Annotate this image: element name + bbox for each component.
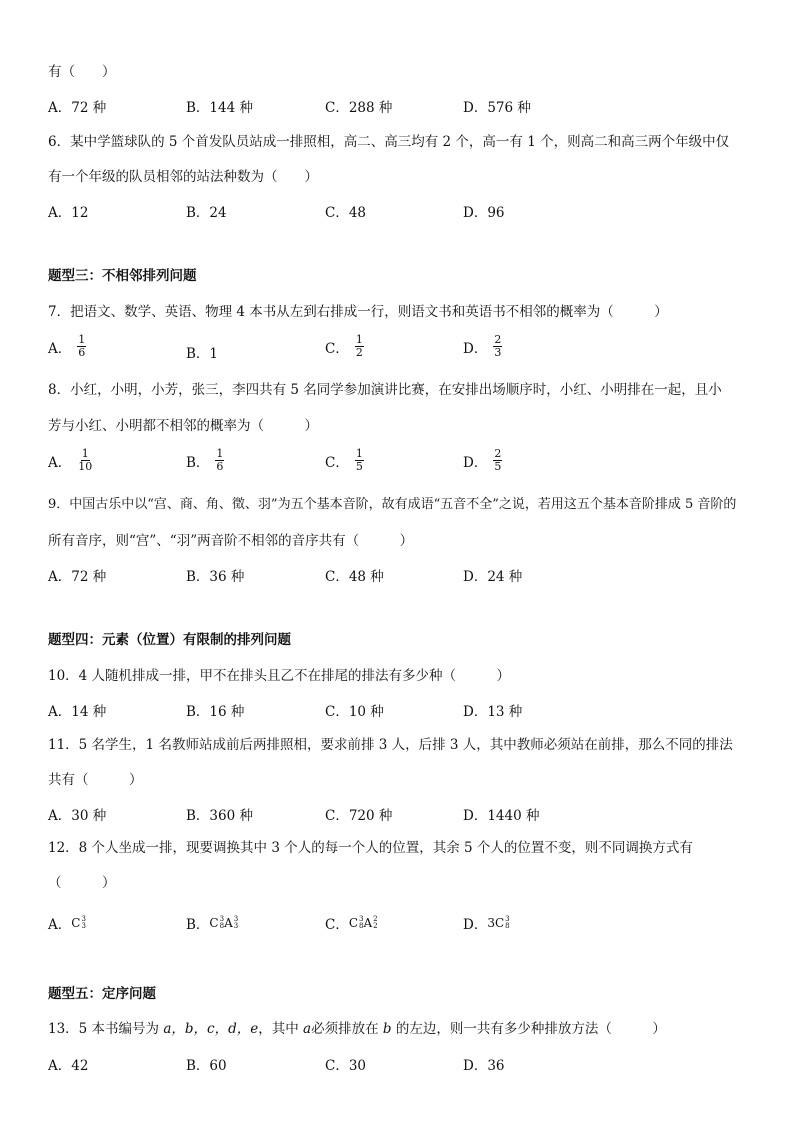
symbol-sub: 8 — [359, 922, 364, 931]
q6-option-c[interactable]: C．48 — [325, 205, 367, 221]
combination-symbol — [495, 916, 510, 931]
combination-symbol — [349, 916, 364, 931]
q9-stem-line1: 9．中国古乐中以“宫、商、角、徵、羽”为五个基本音阶，故有成语“五音不全”之说，若用这五个基本音阶排成 5 音阶的 — [48, 497, 737, 512]
q12-option-a-label: A． — [48, 917, 72, 933]
fraction-denominator: 6 — [216, 460, 224, 473]
q9-option-b[interactable]: B．36 种 — [186, 569, 245, 585]
q13-stem — [48, 1017, 666, 1037]
symbol-sub: 3 — [233, 922, 239, 931]
q7-option-c-fraction — [355, 334, 364, 359]
q6-stem-line2: 有一个年级的队员相邻的站法种数为（ ） — [48, 169, 318, 185]
symbol-sup: 3 — [359, 915, 364, 924]
q8-option-c-label: C． — [325, 454, 349, 471]
fraction-numerator: 1 — [81, 447, 89, 460]
symbol-sub: 8 — [219, 922, 225, 931]
symbol-sup: 3 — [81, 915, 86, 924]
q8-option-c[interactable] — [325, 448, 364, 473]
q7-option-c-label: C． — [325, 340, 349, 357]
q11-option-b[interactable]: B．360 种 — [186, 808, 253, 824]
q13-option-c[interactable]: C．30 — [325, 1058, 367, 1074]
q13-stem-mid: ，其中 — [258, 1021, 304, 1037]
q8-option-a-label: A． — [48, 454, 72, 471]
q8-option-d-fraction — [493, 448, 502, 473]
q9-option-c[interactable]: C．48 种 — [325, 569, 384, 585]
symbol-sub: 3 — [81, 922, 86, 931]
symbol-sub: 2 — [373, 922, 378, 931]
q8-option-c-fraction — [355, 448, 364, 473]
symbol-sub: 8 — [505, 922, 510, 931]
q10-option-d[interactable]: D．13 种 — [463, 704, 523, 720]
fraction-numerator: 2 — [494, 447, 502, 460]
q13-option-d[interactable]: D．36 — [463, 1058, 505, 1074]
q13-option-b[interactable]: B．60 — [186, 1058, 227, 1074]
q8-stem-line2: 芳与小红、小明都不相邻的概率为（ ） — [48, 418, 318, 434]
fraction-denominator: 6 — [78, 346, 86, 359]
symbol-sup: 2 — [373, 915, 378, 924]
q13-option-a[interactable]: A．42 — [48, 1058, 89, 1074]
fraction-denominator: 5 — [355, 460, 363, 473]
q8-option-a-fraction — [77, 448, 93, 473]
fraction-numerator: 1 — [78, 333, 86, 346]
q12-option-c[interactable] — [325, 913, 378, 933]
q12-option-c-label: C． — [325, 917, 349, 933]
q12-stem-line2: （ ） — [48, 875, 116, 891]
fraction-numerator: 2 — [494, 333, 502, 346]
q8-option-b[interactable] — [186, 448, 224, 473]
q7-option-a-fraction — [77, 334, 86, 359]
q13-variable-a: a — [303, 1021, 312, 1037]
symbol-sup: 3 — [219, 915, 225, 924]
q8-option-d-label: D． — [463, 454, 488, 471]
q12-option-d[interactable] — [463, 913, 510, 933]
q7-option-d-label: D． — [463, 340, 488, 357]
q5-option-c[interactable]: C．288 种 — [325, 100, 393, 116]
q13-stem-post: 的左边，则一共有多少种排放方法（ ） — [391, 1021, 666, 1037]
symbol-base: C — [494, 915, 505, 930]
coefficient: 3 — [487, 916, 495, 930]
q8-option-a[interactable] — [48, 448, 93, 473]
q7-option-d[interactable] — [463, 334, 502, 359]
q6-option-a[interactable]: A．12 — [48, 205, 89, 221]
q9-option-a[interactable]: A．72 种 — [48, 569, 107, 585]
q6-option-b[interactable]: B．24 — [186, 205, 227, 221]
q6-stem-line1: 6．某中学篮球队的 5 个首发队员站成一排照相，高二、高三均有 2 个，高一有 1 个，则高二和高三两个年级中仅 — [48, 134, 730, 150]
q7-stem: 7．把语文、数学、英语、物理 4 本书从左到右排成一行，则语文书和英语书不相邻的概率为（ ） — [48, 304, 668, 320]
q8-option-b-fraction — [215, 448, 224, 473]
q11-option-d[interactable]: D．1440 种 — [463, 808, 540, 824]
q11-option-c[interactable]: C．720 种 — [325, 808, 393, 824]
fraction-numerator: 1 — [216, 447, 224, 460]
fraction-denominator: 10 — [78, 460, 93, 473]
q7-option-b-label: B．1 — [186, 346, 219, 362]
fraction-numerator: 1 — [355, 447, 363, 460]
q5-stem-tail: 有（ ） — [48, 64, 116, 80]
q13-stem-mid2: 必须排放在 — [311, 1021, 383, 1037]
fraction-numerator: 1 — [355, 333, 363, 346]
q11-stem-line2: 共有（ ） — [48, 772, 143, 788]
q9-stem-line2: 所有音序，则“宫”、“羽”两音阶不相邻的音序共有（ ） — [48, 533, 414, 549]
fraction-denominator: 2 — [355, 346, 363, 359]
q13-variables: a，b，c，d，e — [163, 1021, 259, 1037]
q12-stem-line1: 12．8 个人坐成一排，现要调换其中 3 个人的每一个人的位置，其余 5 个人的位置不变，则不同调换方式有 — [48, 840, 693, 856]
q10-option-a[interactable]: A．14 种 — [48, 704, 107, 720]
q11-stem-line1: 11．5 名学生，1 名教师站成前后两排照相，要求前排 3 人，后排 3 人，其中教师必须站在前排，那么不同的排法 — [48, 737, 733, 753]
combination-symbol — [209, 916, 224, 931]
q8-stem-line1: 8．小红，小明，小芳，张三，李四共有 5 名同学参加演讲比赛，在安排出场顺序时，小红、小明排在一起，且小 — [48, 382, 722, 398]
symbol-base: A — [224, 915, 233, 930]
q5-option-a[interactable]: A．72 种 — [48, 100, 107, 116]
symbol-sup: 3 — [505, 915, 510, 924]
symbol-base: C — [348, 915, 359, 930]
q8-option-b-label: B． — [186, 454, 210, 471]
fraction-denominator: 3 — [494, 346, 502, 359]
q12-option-b-label: B． — [186, 917, 210, 933]
section-title-4: 题型四：元素（位置）有限制的排列问题 — [48, 632, 291, 648]
section-title-3: 题型三：不相邻排列问题 — [48, 268, 197, 284]
section-title-5: 题型五：定序问题 — [48, 986, 156, 1002]
q8-option-d[interactable] — [463, 448, 502, 473]
q5-option-b[interactable]: B．144 种 — [186, 100, 253, 116]
q7-option-a-label: A． — [48, 340, 72, 357]
q7-option-c[interactable] — [325, 334, 364, 359]
q5-option-d[interactable]: D．576 种 — [463, 100, 531, 116]
q10-option-c[interactable]: C．10 种 — [325, 704, 384, 720]
q10-option-b[interactable]: B．16 种 — [186, 704, 245, 720]
q7-option-a[interactable] — [48, 334, 86, 359]
combination-symbol — [71, 916, 86, 931]
q7-option-b[interactable] — [186, 342, 218, 362]
fraction-denominator: 5 — [494, 460, 502, 473]
q12-option-d-label: D． — [463, 917, 488, 933]
arrangement-symbol — [364, 916, 378, 931]
q12-option-a[interactable] — [48, 913, 86, 933]
q13-variable-b: b — [382, 1021, 392, 1037]
q9-option-d[interactable]: D．24 种 — [463, 569, 523, 585]
q12-option-b[interactable] — [186, 913, 238, 933]
arrangement-symbol — [224, 916, 238, 931]
symbol-sup: 3 — [233, 915, 239, 924]
q6-option-d[interactable]: D．96 — [463, 205, 505, 221]
q13-stem-pre: 13．5 本书编号为 — [48, 1021, 164, 1037]
symbol-base: A — [363, 915, 373, 930]
symbol-base: C — [209, 915, 219, 930]
q11-option-a[interactable]: A．30 种 — [48, 808, 107, 824]
q10-stem: 10．4 人随机排成一排，甲不在排头且乙不在排尾的排法有多少种（ ） — [48, 668, 511, 684]
symbol-base: C — [71, 915, 81, 930]
q7-option-d-fraction — [493, 334, 502, 359]
